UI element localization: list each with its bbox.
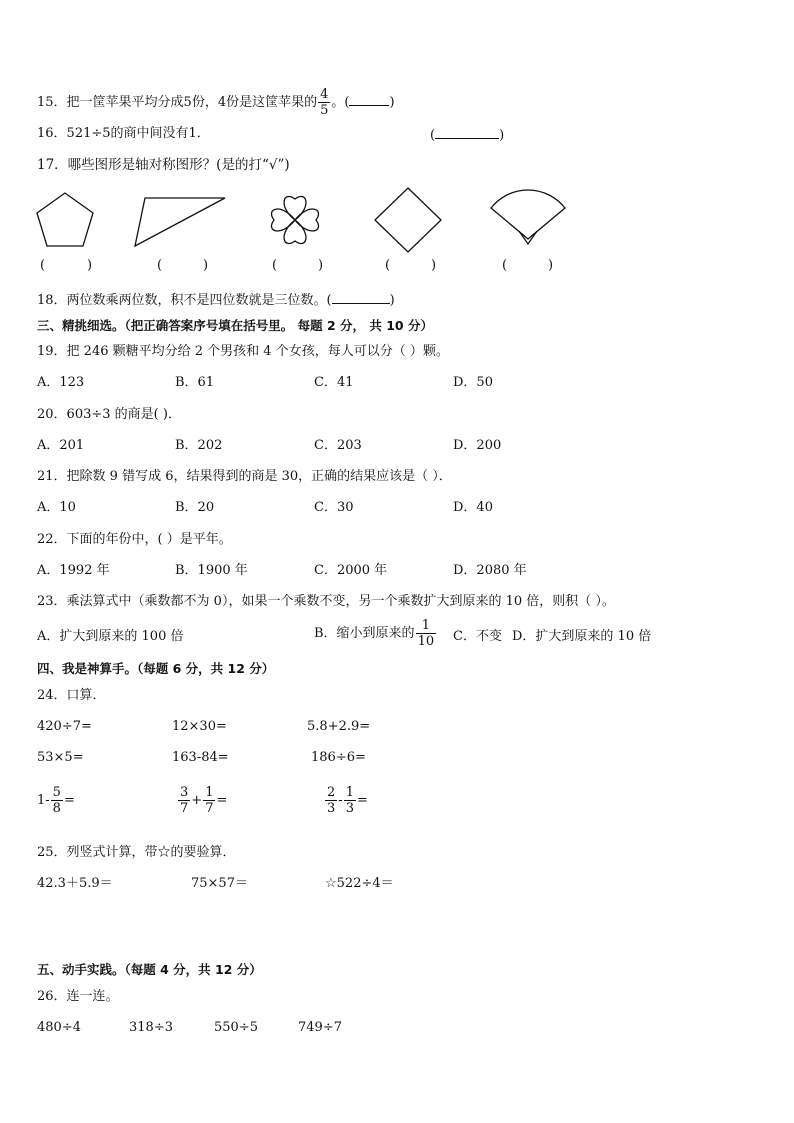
q25-item-1: 42.3＋5.9＝ — [37, 876, 113, 891]
q22-option-d: D．2080 年 — [453, 563, 527, 578]
q24-r2-c2: 163-84= — [172, 750, 229, 765]
fraction: $\frac{5}{8}$ — [52, 785, 61, 816]
q21-option-b: B．20 — [175, 500, 215, 515]
fan-shape — [491, 190, 565, 244]
section-3-title: 三、精挑细选。（把正确答案序号填在括号里。 每题 2 分， 共 10 分） — [37, 318, 433, 333]
q20-option-a: A．201 — [37, 438, 85, 453]
q21-option-c: C．30 — [314, 500, 354, 515]
paren-right-1: ) — [87, 258, 93, 273]
question-15-text: 15．把一筐苹果平均分成5份，4份是这筐苹果的 — [37, 95, 318, 110]
question-20: 20．603÷3 的商是( )． — [37, 407, 181, 422]
q24-r2-c1: 53×5= — [37, 750, 84, 765]
question-26: 26．连一连。 — [37, 989, 119, 1004]
question-24: 24．口算． — [37, 688, 106, 703]
fraction: $\frac{1}{10}$ — [417, 618, 435, 649]
question-18: 18．两位数乘两位数，积不是四位数就是三位数。( ) — [37, 293, 395, 308]
paren-right-5: ) — [548, 258, 554, 273]
q21-option-d: D．40 — [453, 500, 493, 515]
q26-item-4: 749÷7 — [298, 1020, 342, 1035]
q23-option-c: C．不变 — [453, 629, 502, 644]
paren-left-4: ( — [385, 258, 391, 273]
q24-r3-c2: $\frac{3}{7}$ + $\frac{1}{7}$ = — [180, 785, 228, 816]
q22-option-c: C．2000 年 — [314, 563, 388, 578]
q20-option-b: B．202 — [175, 438, 223, 453]
q26-item-1: 480÷4 — [37, 1020, 81, 1035]
paren-left-5: ( — [502, 258, 508, 273]
q19-option-b: B．61 — [175, 375, 215, 390]
question-15: 15．把一筐苹果平均分成5份，4份是这筐苹果的 $\frac{4}{5}$ 。( ) — [37, 87, 395, 118]
answer-blank[interactable] — [332, 291, 390, 304]
q19-option-d: D．50 — [453, 375, 493, 390]
q19-option-a: A．123 — [37, 375, 85, 390]
q25-item-3: ☆522÷4＝ — [325, 876, 394, 891]
q23-option-d: D．扩大到原来的 10 倍 — [512, 629, 652, 644]
paren-right-4: ) — [431, 258, 437, 273]
question-19: 19．把 246 颗糖平均分给 2 个男孩和 4 个女孩，每人可以分（ ）颗。 — [37, 344, 449, 359]
paren-right-3: ) — [318, 258, 324, 273]
fraction: $\frac{1}{7}$ — [205, 785, 214, 816]
question-16-text: 16．521÷5的商中间没有1． — [37, 126, 210, 141]
q20-option-c: C．203 — [314, 438, 362, 453]
fraction: $\frac{4}{5}$ — [320, 87, 329, 118]
question-25: 25．列竖式计算，带☆的要验算． — [37, 845, 236, 860]
paren-right-2: ) — [203, 258, 209, 273]
q24-r3-c3: $\frac{2}{3}$ - $\frac{1}{3}$ = — [327, 785, 368, 816]
clover-shape — [271, 196, 318, 243]
triangle-shape — [135, 198, 225, 246]
q23-option-b: B．缩小到原来的 $\frac{1}{10}$ — [314, 618, 435, 649]
question-23: 23．乘法算式中（乘数都不为 0），如果一个乘数不变，另一个乘数扩大到原来的 10 倍，则积（ ）。 — [37, 594, 615, 609]
q24-r1-c1: 420÷7= — [37, 719, 92, 734]
q25-item-2: 75×57＝ — [191, 876, 248, 891]
q22-option-a: A．1992 年 — [37, 563, 110, 578]
fraction: $\frac{2}{3}$ — [327, 785, 336, 816]
fraction: $\frac{1}{3}$ — [345, 785, 354, 816]
diamond-shape — [375, 188, 441, 252]
question-18-text: 18．两位数乘两位数，积不是四位数就是三位数。( — [37, 293, 332, 308]
q24-r1-c2: 12×30= — [172, 719, 227, 734]
q23-option-a: A．扩大到原来的 100 倍 — [37, 629, 184, 644]
question-17 — [37, 157, 290, 173]
pentagon-shape — [37, 193, 93, 246]
answer-blank[interactable] — [435, 126, 499, 139]
question-16-answer: ( ) — [430, 128, 505, 143]
answer-blank[interactable] — [349, 93, 389, 106]
fraction: $\frac{3}{7}$ — [180, 785, 189, 816]
question-17-text: 17．哪些图形是轴对称图形？(是的打“√”) — [37, 157, 290, 173]
q20-option-d: D．200 — [453, 438, 502, 453]
symmetry-shapes — [0, 185, 794, 255]
section-4-title: 四、我是神算手。（每题 6 分，共 12 分） — [37, 661, 275, 676]
q26-item-3: 550÷5 — [214, 1020, 258, 1035]
paren-left-2: ( — [157, 258, 163, 273]
q24-r3-c1: 1- $\frac{5}{8}$ = — [37, 785, 75, 816]
q26-item-2: 318÷3 — [129, 1020, 173, 1035]
q24-r1-c3: 5.8+2.9= — [307, 719, 371, 734]
q22-option-b: B．1900 年 — [175, 563, 248, 578]
section-5-title: 五、动手实践。（每题 4 分，共 12 分） — [37, 962, 262, 977]
q24-r2-c3: 186÷6= — [311, 750, 366, 765]
question-22: 22．下面的年份中，( ）是平年。 — [37, 532, 232, 547]
paren-left-3: ( — [272, 258, 278, 273]
question-21: 21．把除数 9 错写成 6，结果得到的商是 30，正确的结果应该是（ ）． — [37, 469, 452, 484]
q19-option-c: C．41 — [314, 375, 354, 390]
paren-left-1: ( — [40, 258, 46, 273]
question-16 — [37, 126, 210, 142]
q21-option-a: A．10 — [37, 500, 76, 515]
